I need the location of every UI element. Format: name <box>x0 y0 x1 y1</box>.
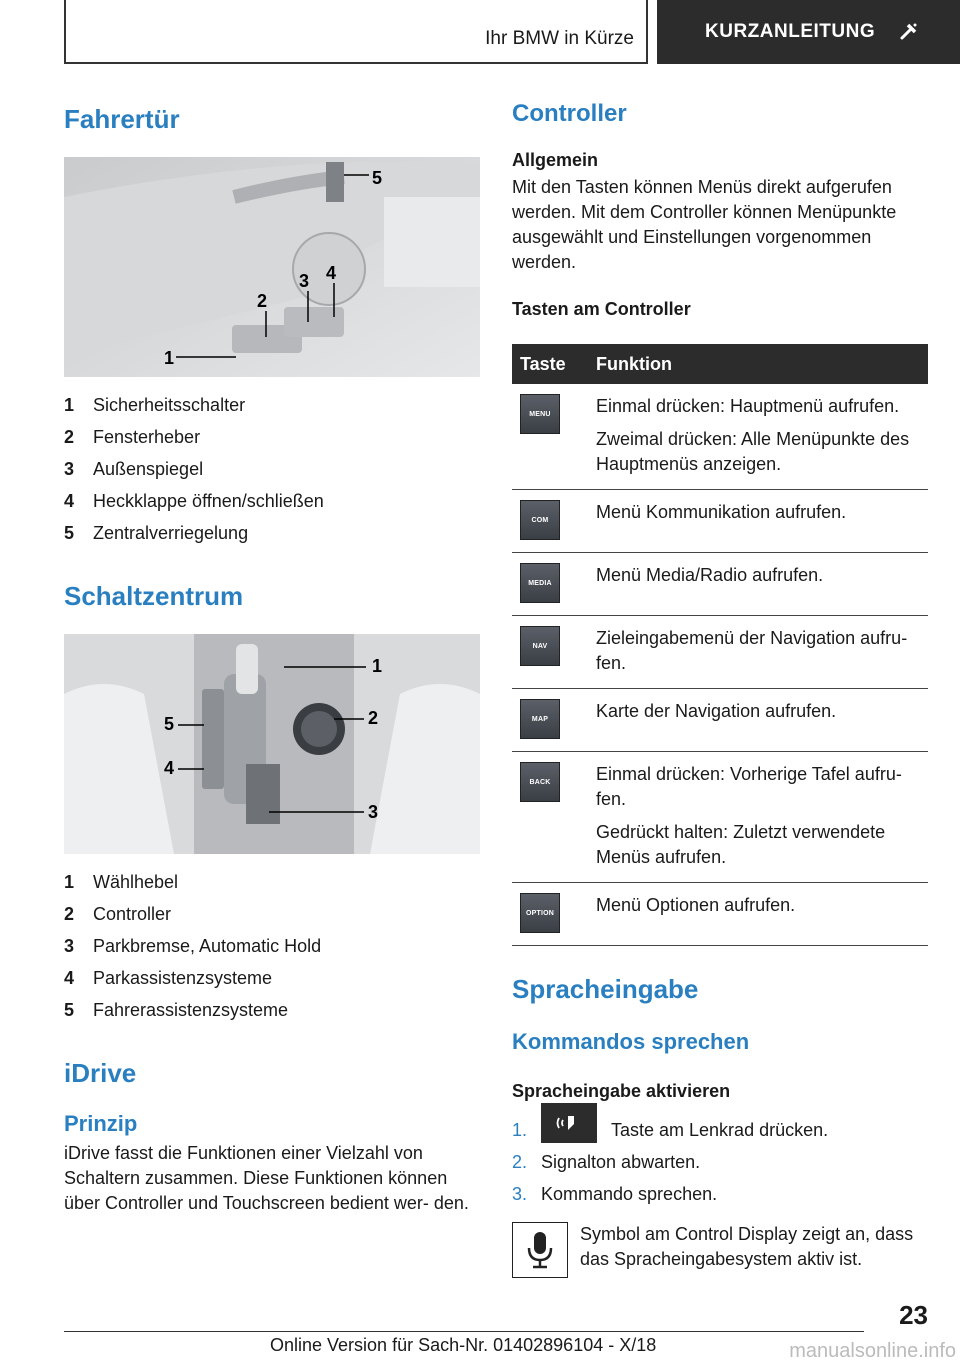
legend-item: 1 Sicherheitsschalter <box>64 394 246 415</box>
svg-text:2: 2 <box>257 291 268 311</box>
fahrertuer-title: Fahrertür <box>64 104 180 134</box>
legend-item: 4 Heckklappe öffnen/schließen <box>64 490 324 511</box>
left-column <box>64 100 480 1216</box>
svg-text:5: 5 <box>164 714 175 734</box>
schaltzentrum-title: Schaltzentrum <box>64 581 244 611</box>
idrive-text: iDrive fasst die Funktionen einer Vielzahl von Schaltern zusammen. Diese Funktionen können über Controller und Touchscreen bedient wer‐ den. <box>64 1143 469 1213</box>
table-row: BACK Einmal drücken: Vorherige Tafel aufru‐ fen. Gedrückt halten: Zuletzt verwendete Menüs aufrufen. <box>512 752 928 883</box>
svg-text:3: 3 <box>368 802 379 822</box>
driver-door-image <box>64 157 480 377</box>
legend-item: 5 Fahrerassistenzsysteme <box>64 999 289 1020</box>
svg-text:2: 2 <box>368 708 379 728</box>
idrive-subtitle: Prinzip <box>64 1111 138 1136</box>
step-item: 3. Kommando sprechen. <box>512 1183 718 1204</box>
svg-text:4: 4 <box>164 758 175 778</box>
right-column <box>512 100 928 1278</box>
quick-guide-icon <box>897 21 919 43</box>
com-key-icon: COM <box>520 500 560 540</box>
table-row: MENU Einmal drücken: Hauptmenü aufrufen. Zweimal drücken: Alle Menüpunkte des Hauptmenüs anzeigen. <box>512 384 928 490</box>
svg-text:5: 5 <box>372 168 383 188</box>
table-row: OPTION Menü Optionen aufrufen. <box>512 883 928 946</box>
table-header-row <box>512 344 928 384</box>
table-row: NAV Zieleingabemenü der Navigation aufru‐ fen. <box>512 616 928 689</box>
legend-item: 2 Controller <box>64 903 172 924</box>
svg-text:4: 4 <box>326 263 337 283</box>
back-key-icon: BACK <box>520 762 560 802</box>
svg-text:1: 1 <box>164 348 175 368</box>
speech-title: Spracheingabe <box>512 974 699 1004</box>
svg-text:1: 1 <box>372 656 383 676</box>
media-key-icon: MEDIA <box>520 563 560 603</box>
mic-note <box>512 1222 928 1278</box>
speech-subtitle: Kommandos sprechen <box>512 1029 750 1054</box>
legend-item: 4 Parkassistenzsysteme <box>64 967 273 988</box>
svg-text:3: 3 <box>299 271 310 291</box>
chapter-tab <box>657 0 960 64</box>
legend-item: 1 Wählhebel <box>64 871 179 892</box>
step-item: 1. Taste am Lenkrad drücken. <box>512 1114 928 1146</box>
fahrertuer-legend <box>64 389 480 549</box>
section-title: Ihr BMW in Kürze <box>485 28 634 49</box>
menu-key-icon: MENU <box>520 394 560 434</box>
microphone-icon <box>512 1222 568 1278</box>
legend-item: 5 Zentralverriegelung <box>64 522 249 543</box>
keys-heading: Tasten am Controller <box>512 299 691 319</box>
activate-heading: Spracheingabe aktivieren <box>512 1081 731 1101</box>
map-key-icon: MAP <box>520 699 560 739</box>
idrive-title: iDrive <box>64 1058 137 1088</box>
nav-key-icon: NAV <box>520 626 560 666</box>
footer-divider <box>64 1331 864 1332</box>
general-heading: Allgemein <box>512 150 599 170</box>
voice-key-icon <box>541 1103 597 1143</box>
footer-text: Online Version für Sach-Nr. 01402896104 - X/18 <box>270 1335 657 1355</box>
mic-note-text: Symbol am Control Display zeigt an, dass das Spracheingabesystem aktiv ist. <box>580 1224 914 1269</box>
controller-keys-table <box>512 344 928 946</box>
schaltzentrum-legend <box>64 866 480 1026</box>
table-row: MAP Karte der Navigation aufrufen. <box>512 689 928 752</box>
speech-steps <box>512 1114 928 1210</box>
option-key-icon: OPTION <box>520 893 560 933</box>
legend-item: 3 Parkbremse, Automatic Hold <box>64 935 322 956</box>
controller-title: Controller <box>512 100 627 127</box>
watermark: manualsonline.info <box>789 1340 956 1362</box>
chapter-title: KURZANLEITUNG <box>705 21 876 42</box>
step-item: 2. Signalton abwarten. <box>512 1151 701 1172</box>
column-header-function: Funktion <box>588 344 928 384</box>
table-row: MEDIA Menü Media/Radio aufrufen. <box>512 553 928 616</box>
page-number: 23 <box>899 1300 928 1330</box>
table-row: COM Menü Kommunikation aufrufen. <box>512 490 928 553</box>
general-text: Mit den Tasten können Menüs direkt aufgerufen werden. Mit dem Controller können Menüpunkte ausgewählt und Einstellungen vorgenommen werden. <box>512 177 897 272</box>
center-console-image <box>64 634 480 854</box>
legend-item: 3 Außenspiegel <box>64 458 204 479</box>
legend-item: 2 Fensterheber <box>64 426 201 447</box>
column-header-key: Taste <box>512 344 588 384</box>
